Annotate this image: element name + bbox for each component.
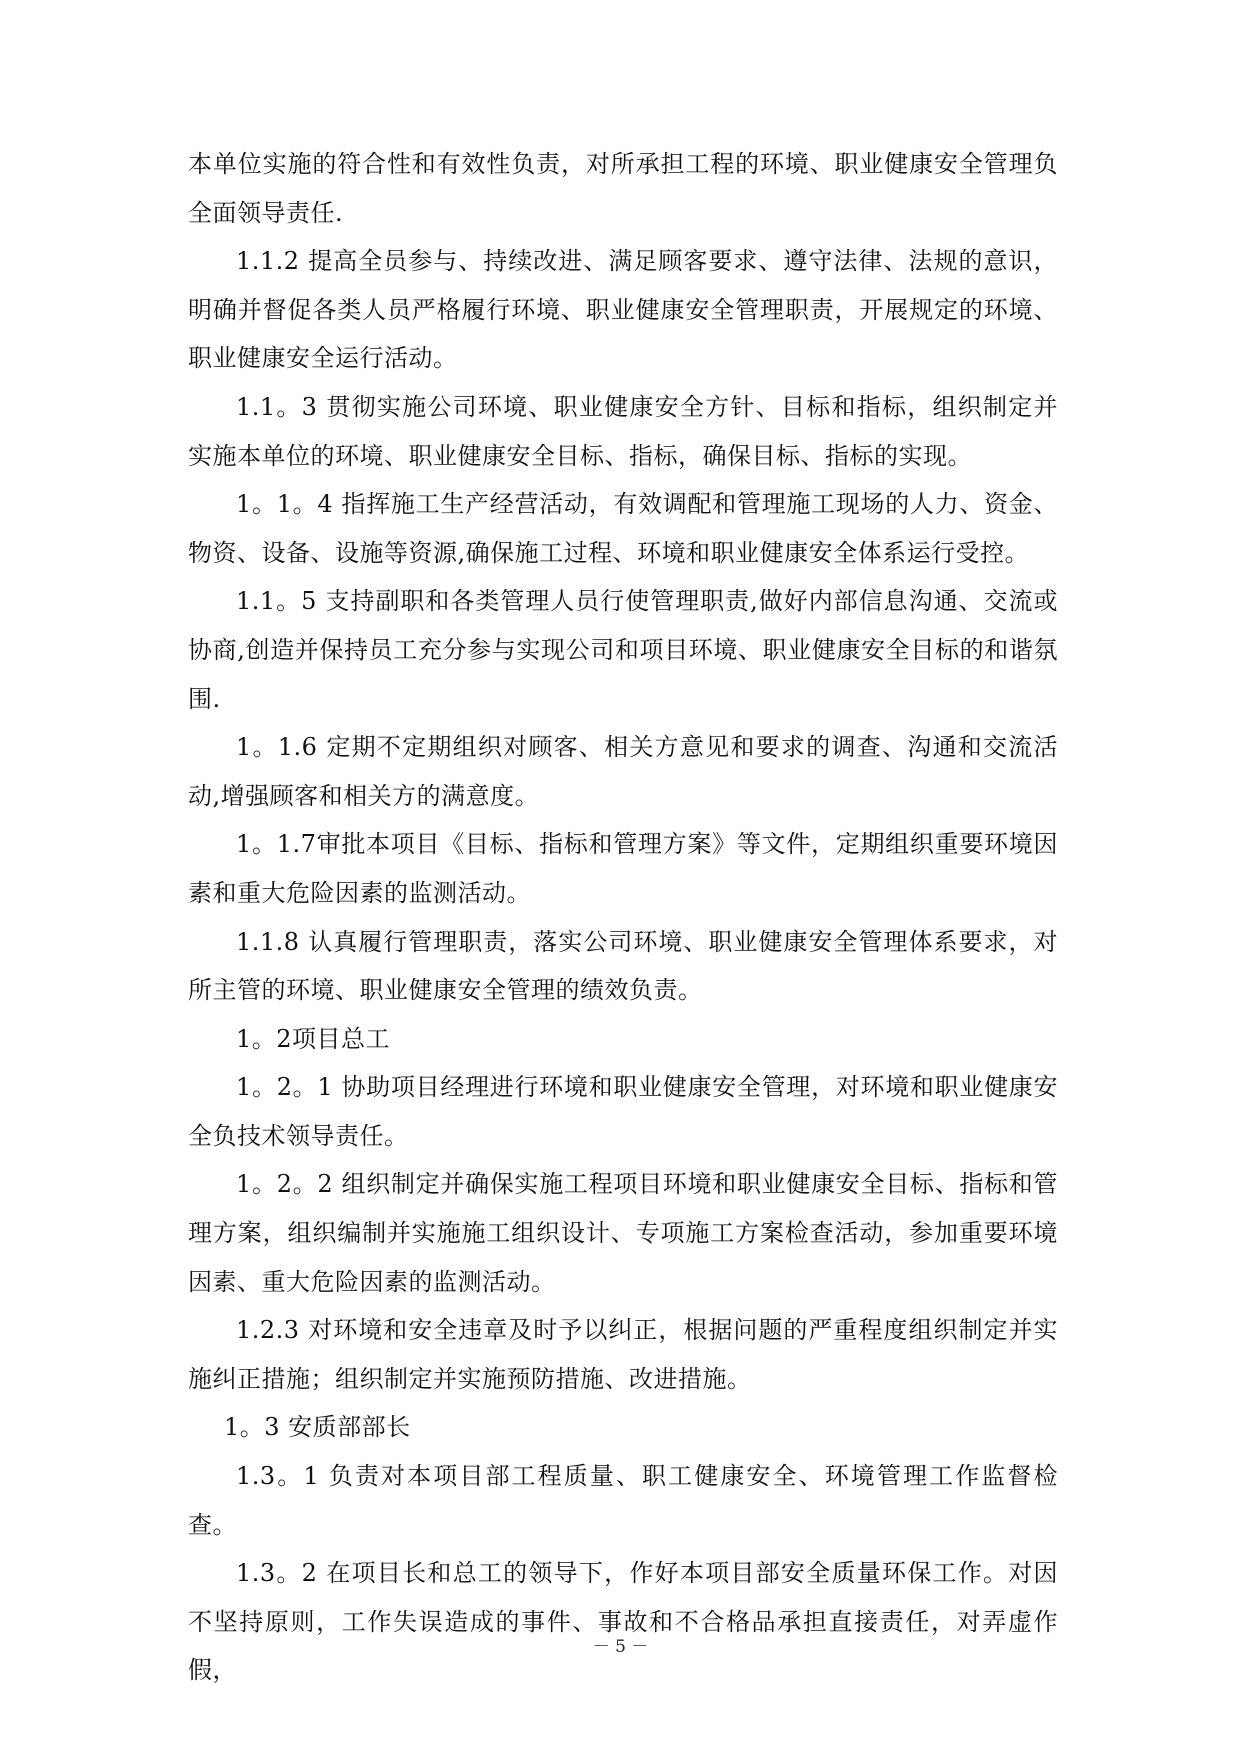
paragraph: 1.2.3 对环境和安全违章及时予以纠正，根据问题的严重程度组织制定并实施纠正措施；组织制定并实施预防措施、改进措施。 [188, 1316, 1058, 1393]
paragraph: 1.3。1 负责对本项目部工程质量、职工健康安全、环境管理工作监督检查。 [188, 1462, 1058, 1539]
section-heading: 1。2项目总工 [236, 1024, 391, 1053]
paragraph: 1.1.2 提高全员参与、持续改进、满足顾客要求、遵守法律、法规的意识，明确并督促各类人员严格履行环境、职业健康安全管理职责，开展规定的环境、职业健康安全运行活动。 [188, 247, 1058, 373]
paragraph: 1。1.6 定期不定期组织对顾客、相关方意见和要求的调查、沟通和交流活动,增强顾客和相关方的满意度。 [188, 733, 1058, 810]
paragraph: 本单位实施的符合性和有效性负责，对所承担工程的环境、职业健康安全管理负全面领导责任. [188, 150, 1058, 227]
paragraph: 1.3。2 在项目长和总工的领导下，作好本项目部安全质量环保工作。对因不坚持原则，工作失误造成的事件、事故和不合格品承担直接责任，对弄虚作假， [188, 1559, 1058, 1685]
paragraph: 1.1。3 贯彻实施公司环境、职业健康安全方针、目标和指标，组织制定并实施本单位的环境、职业健康安全目标、指标，确保目标、指标的实现。 [188, 392, 1058, 470]
paragraph: 1。1。4 指挥施工生产经营活动，有效调配和管理施工现场的人力、资金、物资、设备、设施等资源,确保施工过程、环境和职业健康安全体系运行受控。 [188, 490, 1058, 567]
paragraph: 1.1.8 认真履行管理职责，落实公司环境、职业健康安全管理体系要求，对所主管的环境、职业健康安全管理的绩效负责。 [188, 927, 1058, 1005]
body-text [188, 140, 1058, 1695]
paragraph: 1。2。2 组织制定并确保实施工程项目环境和职业健康安全目标、指标和管理方案，组织编制并实施施工组织设计、专项施工方案检查活动，参加重要环境因素、重大危险因素的监测活动。 [188, 1170, 1058, 1296]
paragraph: 1.1。5 支持副职和各类管理人员行使管理职责,做好内部信息沟通、交流或协商,创造并保持员工充分参与实现公司和项目环境、职业健康安全目标的和谐氛围. [188, 587, 1058, 713]
section-heading: 1。3 安质部部长 [224, 1413, 411, 1442]
page-number: － 5 － [592, 1637, 649, 1657]
paragraph: 1。2。1 协助项目经理进行环境和职业健康安全管理，对环境和职业健康安全负技术领导责任。 [188, 1073, 1058, 1150]
paragraph: 1。1.7审批本项目《目标、指标和管理方案》等文件，定期组织重要环境因素和重大危险因素的监测活动。 [188, 830, 1058, 907]
